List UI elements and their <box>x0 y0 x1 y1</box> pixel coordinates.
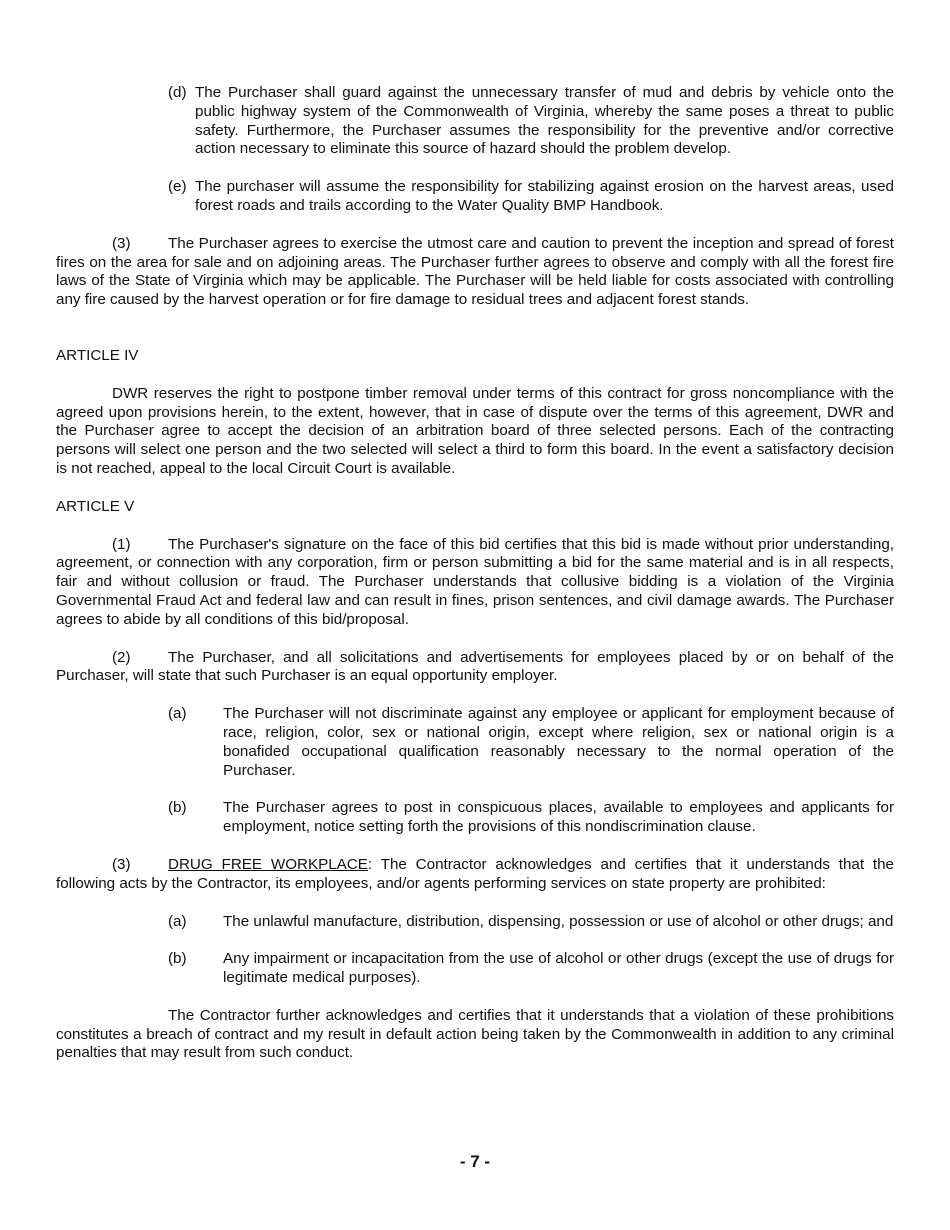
paragraph-signature-certification <box>56 536 894 630</box>
item-text: The purchaser will assume the responsibility for stabilizing against erosion on the harvest areas, used forest roads and trails according to the Water Quality BMP Handbook. <box>195 178 894 214</box>
item-text: Any impairment or incapacitation from the use of alcohol or other drugs (except the use of drugs for legitimate medical purposes). <box>223 950 894 987</box>
item-marker: (b) <box>168 799 187 817</box>
paragraph-drug-free-workplace <box>56 856 894 894</box>
paragraph-number: (3) <box>112 234 131 252</box>
page-number: - 7 - <box>459 1152 491 1171</box>
item-text: The Purchaser will not discriminate against any employee or applicant for employment because of race, religion, color, sex or national origin, except where religion, sex or national origin is a bonafided occupational qualification reasonably necessary to the normal operation of the Purchaser. <box>223 705 894 779</box>
item-a-unlawful-use <box>168 913 894 932</box>
item-text: The unlawful manufacture, distribution, dispensing, possession or use of alcohol or other drugs; and <box>223 912 894 930</box>
item-b-impairment <box>168 950 894 988</box>
item-d <box>168 84 894 159</box>
item-text: The Purchaser agrees to post in conspicuous places, available to employees and applicants for employment, notice setting forth the provisions of this nondiscrimination clause. <box>223 799 894 836</box>
paragraph-number: (1) <box>112 535 131 553</box>
item-marker: (a) <box>168 705 187 723</box>
paragraph-equal-opportunity <box>56 649 894 687</box>
item-marker: (d) <box>168 84 187 101</box>
paragraph-fire-care <box>56 235 894 310</box>
article-iv-text: DWR reserves the right to postpone timber removal under terms of this contract for gross noncompliance with the agreed upon provisions herein, to the extent, however, that in case of dispute over the terms of this agreement, DWR and the Purchaser agree to accept the decision of an arbitration board of three selected persons. Each of the contracting persons will select one person and the two selected will select a third to form this board. In the event a satisfactory decision is not reached, appeal to the local Circuit Court is available. <box>56 384 894 477</box>
item-marker: (b) <box>168 950 187 968</box>
paragraph-text: The Purchaser agrees to exercise the utmost care and caution to prevent the inception and spread of forest fires on the area for sale and on adjoining areas. The Purchaser further agrees to observe and comply with all the forest fire laws of the State of Virginia which may be applicable. The Purchaser will be held liable for costs associated with controlling any fire caused by the harvest operation or for fire damage to residual trees and adjacent forest stands. <box>56 234 894 309</box>
paragraph-closing: The Contractor further acknowledges and certifies that it understands that a violation of these prohibitions constitutes a breach of contract and my result in default action being taken by the Commonwealth in addition to any criminal penalties that may result from such conduct. <box>56 1006 894 1062</box>
article-v-heading: ARTICLE V <box>56 497 135 515</box>
item-marker: (e) <box>168 178 187 196</box>
paragraph-number: (3) <box>112 855 131 873</box>
item-b-post-notice <box>168 799 894 837</box>
paragraph-number: (2) <box>112 648 131 666</box>
paragraph-text: The Purchaser, and all solicitations and advertisements for employees placed by or on behalf of the Purchaser, will state that such Purchaser is an equal opportunity employer. <box>56 648 894 685</box>
article-iv-heading: ARTICLE IV <box>56 346 139 364</box>
paragraph-text: The Purchaser's signature on the face of this bid certifies that this bid is made without prior understanding, agreement, or connection with any corporation, firm or person submitting a bid for the same material and is in all respects, fair and without collusion or fraud. The Purchaser understands that collusive bidding is a violation of the Virginia Governmental Fraud Act and federal law and can result in fines, prison sentences, and civil damage awards. The Purchaser agrees to abide by all conditions of this bid/proposal. <box>56 535 894 628</box>
item-e <box>168 178 894 216</box>
drug-free-title: DRUG FREE WORKPLACE <box>168 855 368 873</box>
item-marker: (a) <box>168 912 187 930</box>
item-text: The Purchaser shall guard against the unnecessary transfer of mud and debris by vehicle onto the public highway system of the Commonwealth of Virginia, whereby the same poses a threat to public safety. Furthermore, the Purchaser assumes the responsibility for the preventive and/or corrective action necessary to eliminate this source of hazard should the problem develop. <box>195 84 894 158</box>
paragraph-text: : The Contractor acknowledges and certifies that it understands that the following acts by the Contractor, its employees, and/or agents performing services on state property are prohibited: <box>56 855 895 892</box>
item-a-nondiscrimination <box>168 705 894 780</box>
